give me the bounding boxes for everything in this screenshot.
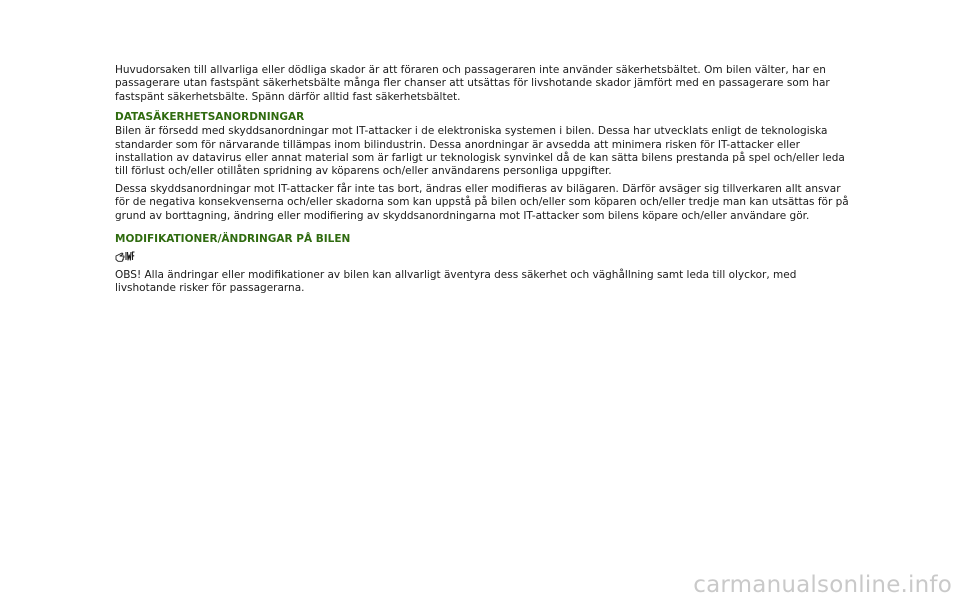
data-security-paragraph-1: Bilen är försedd med skyddsanordningar mot IT-attacker i de elektroniska systemen i bilen. Dessa har utvecklats enligt de teknologiska standarder som för närvarande tillämpas inom bilindustrin. Dessa anordningar är avsedda att minimera risken för IT-attacker eller installation av datavirus eller annat material som är farligt ur teknologisk synvinkel då de kan sätta bilens prestanda på spel och/eller leda till förlust och/eller otillåten spridning av köparens och/eller användarens personliga uppgifter. [115,125,845,178]
manual-page [115,64,855,296]
intro-paragraph: Huvudorsaken till allvarliga eller dödliga skador är att föraren och passageraren inte använder säkerhetsbältet. Om bilen välter, har en passagerare utan fastspänt säkerhetsbälte många fler chanser att utsättas för livshotande skador jämfört med en passagerare som har fastspänt säkerhetsbälte. Spänn därför alltid fast säkerhetsbältet. [115,64,830,103]
data-security-heading: DATASÄKERHETSANORDNINGAR [115,111,305,124]
modifications-warning-text: OBS! Alla ändringar eller modifikationer av bilen kan allvarligt äventyra dess säkerhet och väghållning samt leda till olyckor, med livshotande risker för passagerarna. [115,269,797,295]
site-watermark: carmanualsonline.info [693,572,952,598]
warning-hand-icon [115,249,135,263]
modifications-heading: MODIFIKATIONER/ÄNDRINGAR PÅ BILEN [115,233,351,246]
data-security-paragraph-2: Dessa skyddsanordningar mot IT-attacker får inte tas bort, ändras eller modifieras av bilägaren. Därför avsäger sig tillverkaren allt ansvar för de negativa konsekvenserna och/eller skadorna som kan uppstå på bilen och/eller som köparen och/eller tredje man kan utsättas för på grund av borttagning, ändring eller modifiering av skyddsanordningarna mot IT-attacker som bilens köpare och/eller användare gör. [115,182,849,222]
